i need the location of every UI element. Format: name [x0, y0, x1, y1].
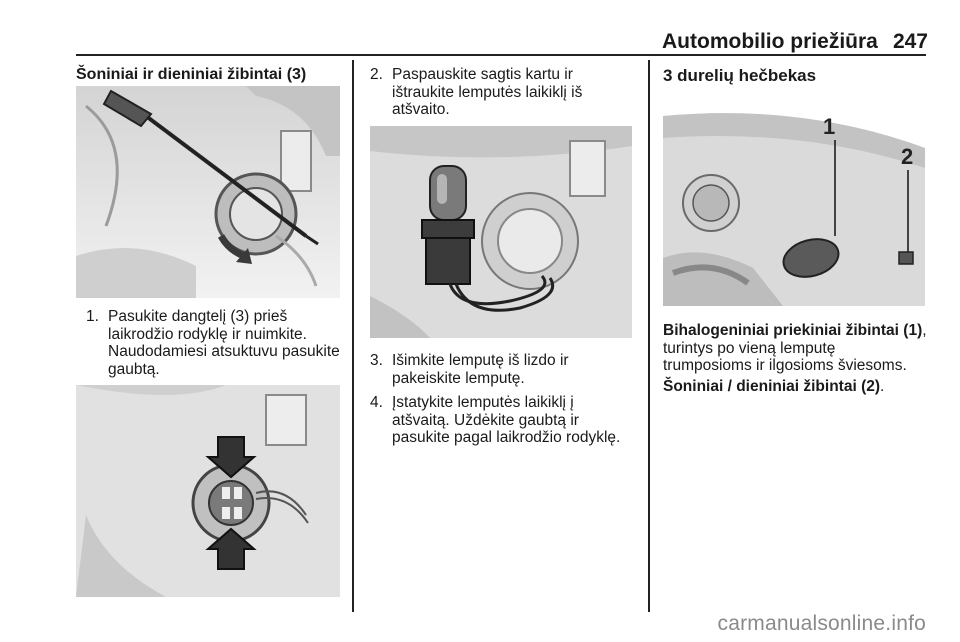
step-4-number: 4.	[370, 394, 383, 411]
header-title: Automobilio priežiūra	[662, 30, 878, 53]
column-divider-right	[648, 60, 650, 612]
step-2-line: atšvaito.	[392, 101, 450, 118]
page-number: 247	[892, 30, 928, 53]
figure-callout-1: 1	[823, 114, 836, 139]
step-2-line: ištraukite lemputės laikiklį iš	[392, 83, 583, 101]
step-4-line: atšvaitą. Uždėkite gaubtą ir	[392, 411, 579, 429]
header-rule	[76, 54, 926, 56]
paragraph-bihalogen-line: turintys po vieną lemputę	[663, 339, 836, 357]
step-1-line: gaubtą.	[108, 360, 160, 378]
figure-bulb-removal	[370, 126, 632, 338]
step-3-line: Išimkite lemputę iš lizdo ir	[392, 352, 569, 369]
step-2-text	[392, 66, 582, 119]
step-4-text	[392, 394, 620, 447]
paragraph-side-lights-punct: .	[880, 378, 885, 395]
watermark: carmanualsonline.info	[717, 612, 926, 635]
step-1-line: Naudodamiesi atsuktuvu pasukite	[108, 343, 340, 360]
figure-screwdriver-cap	[76, 86, 340, 298]
step-3	[370, 352, 640, 388]
step-1	[86, 308, 350, 380]
figure-callout-2: 2	[901, 144, 914, 169]
paragraph-side-lights-bold: Šoniniai / dieniniai žibintai (2)	[663, 378, 881, 395]
figure-headlight-rear	[663, 108, 925, 306]
paragraph-side-lights	[663, 378, 953, 398]
step-3-text	[392, 352, 569, 387]
paragraph-bihalogen	[663, 322, 953, 378]
step-2-line: Paspauskite sagtis kartu ir	[392, 66, 573, 83]
paragraph-bihalogen-bold: Bihalogeniniai priekiniai žibintai (1)	[663, 322, 923, 339]
step-4-line: pasukite pagal laikrodžio rodyklę.	[392, 429, 621, 446]
step-1-line: laikrodžio rodyklę ir nuimkite.	[108, 325, 307, 343]
step-2	[370, 66, 640, 122]
step-1-number: 1.	[86, 308, 99, 325]
section-heading-3-door: 3 durelių hečbekas	[663, 66, 817, 85]
section-heading-side-lights: Šoniniai ir dieniniai žibintai (3)	[76, 66, 307, 83]
step-4-line: Įstatykite lemputės laikiklį į	[392, 394, 574, 411]
figure-bulb-holder-arrows	[76, 385, 340, 597]
step-3-line: pakeiskite lemputę.	[392, 369, 525, 387]
step-1-line: Pasukite dangtelį (3) prieš	[108, 308, 288, 325]
step-2-number: 2.	[370, 66, 383, 83]
step-3-number: 3.	[370, 352, 383, 369]
step-1-text	[108, 308, 340, 378]
paragraph-bihalogen-punct: ,	[922, 322, 927, 339]
paragraph-bihalogen-line: trumposioms ir ilgosioms šviesoms.	[663, 357, 907, 374]
column-divider-left	[352, 60, 354, 612]
step-4	[370, 394, 650, 450]
